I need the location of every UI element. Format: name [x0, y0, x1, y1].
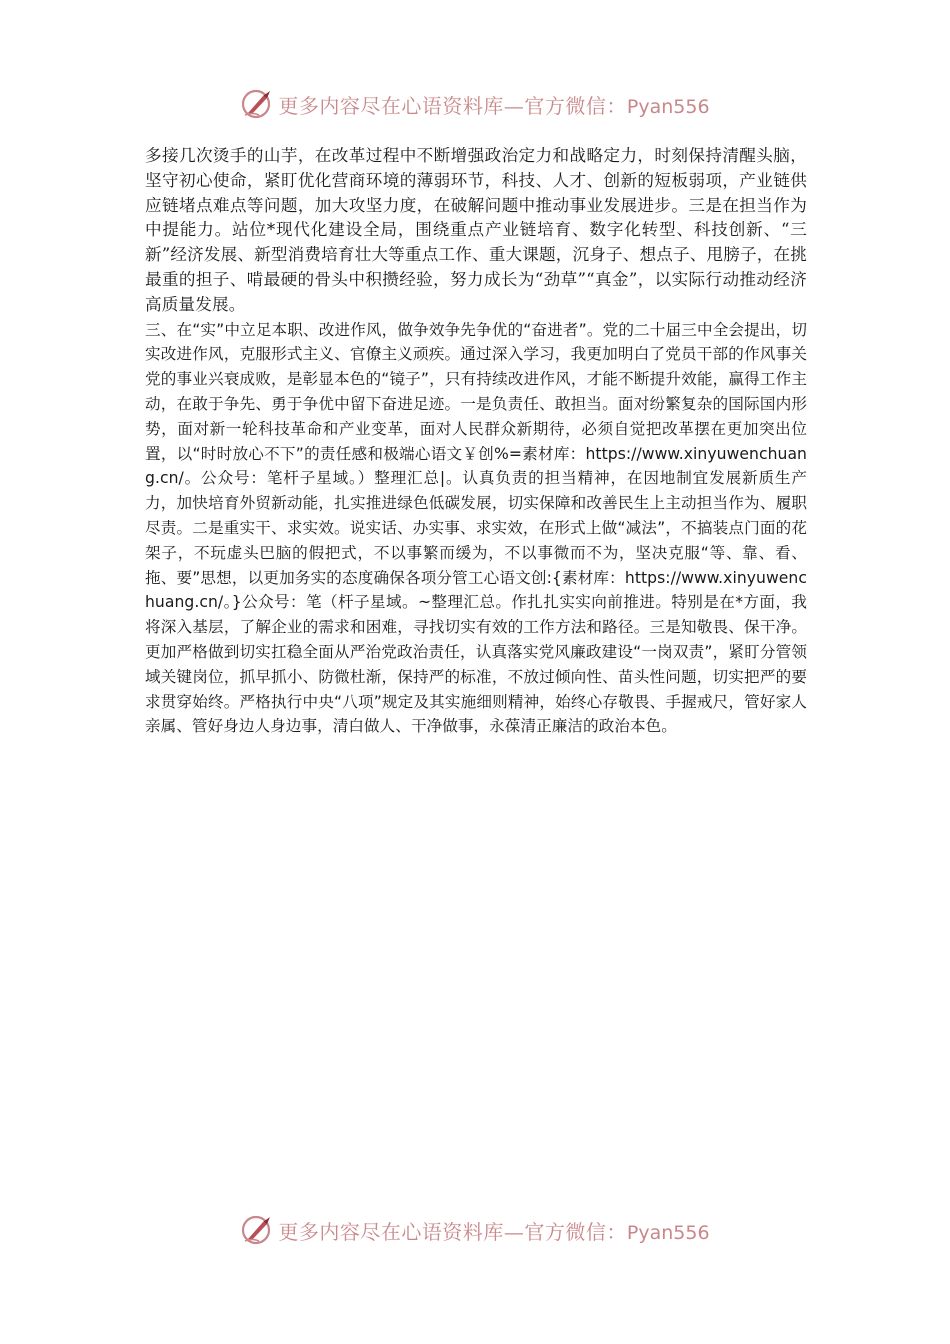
- paragraph-1: 多接几次烫手的山芋，在改革过程中不断增强政治定力和战略定力，时刻保持清醒头脑，坚守初心使命，紧盯优化营商环境的薄弱环节，科技、人才、创新的短板弱项，产业链供应链堵点难点等问题，加大攻坚力度，在破解问题中推动事业发展进步。三是在担当作为中提能力。站位*现代化建设全局，围绕重点产业链培育、数字化转型、科技创新、“三新”经济发展、新型消费培育壮大等重点工作、重大课题，沉身子、想点子、甩膀子，在挑最重的担子、啃最硬的骨头中积攒经验，努力成长为“劲草”“真金”，以实际行动推动经济高质量发展。: [145, 146, 807, 314]
- watermark-handle: Pyan556: [626, 1221, 710, 1244]
- quill-circle-logo-icon: [240, 1213, 274, 1247]
- header-watermark: [0, 82, 950, 126]
- quill-circle-logo-icon: [240, 87, 274, 121]
- watermark-text: 更多内容尽在心语资料库—官方微信：Pyan556: [278, 1219, 710, 1244]
- paragraph-2: 三、在“实”中立足本职、改进作风，做争效争先争优的“奋进者”。党的二十届三中全会提出，切实改进作风，克服形式主义、官僚主义顽疾。通过深入学习，我更加明白了党员干部的作风事关党的事业兴衰成败，是彰显本色的“镜子”，只有持续改进作风，才能不断提升效能，赢得工作主动，在敢于争先、勇于争优中留下奋进足迹。一是负责任、敢担当。面对纷繁复杂的国际国内形势，面对新一轮科技革命和产业变革，面对人民群众新期待，必须自觉把改革摆在更加突出位置，以“时时放心不下”的责任感和极端心语文￥创%=素材库：https://www.xinyuwenchuang.cn/。公众号：笔杆子星域。）整理汇总|。认真负责的担当精神，在因地制宜发展新质生产力，加快培育外贸新动能，扎实推进绿色低碳发展，切实保障和改善民生上主动担当作为、履职尽责。二是重实干、求实效。说实话、办实事、求实效，在形式上做“减法”，不搞装点门面的花架子，不玩虚头巴脑的假把式，不以事繁而缓为，不以事微而不为，坚决克服“等、靠、看、拖、要”思想，以更加务实的态度确保各项分管工心语文创:{素材库：https://www.xinyuwenchuang.cn/。}公众号：笔（杆子星域。~整理汇总。作扎扎实实向前推进。特别是在*方面，我将深入基层，了解企业的需求和困难，寻找切实有效的工作方法和路径。三是知敬畏、保干净。更加严格做到切实扛稳全面从严治党政治责任，认真落实党风廉政建设“一岗双责”，紧盯分管领域关键岗位，抓早抓小、防微杜渐，保持严的标准，不放过倾向性、苗头性问题，切实把严的要求贯穿始终。严格执行中央“八项”规定及其实施细则精神，始终心存敬畏、手握戒尺，管好家人亲属、管好身边人身边事，清白做人、干净做事，永葆清正廉洁的政治本色。: [145, 320, 807, 736]
- watermark-handle: Pyan556: [626, 95, 710, 118]
- watermark-text: 更多内容尽在心语资料库—官方微信：Pyan556: [278, 93, 710, 118]
- footer-watermark: [0, 1208, 950, 1252]
- document-body: [145, 144, 807, 739]
